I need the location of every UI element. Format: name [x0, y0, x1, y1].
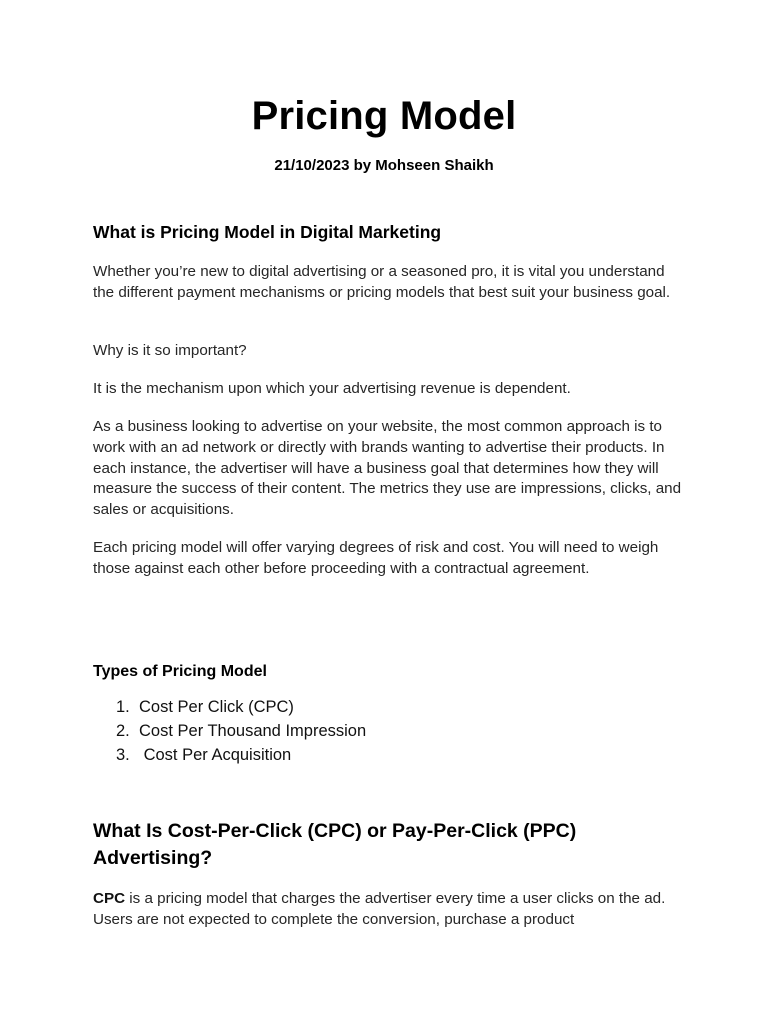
paragraph-business: As a business looking to advertise on your website, the most common approach is to work with an ad network or directly with brands wanting to advertise their products. In each instance, the advertiser will have a business goal that determines how they will measure the success of their content. The metrics they use are impressions, clicks, and sales or acquisitions.: [93, 418, 682, 519]
list-number: 1.: [116, 698, 130, 716]
list-item-text: Cost Per Acquisition: [139, 746, 292, 764]
byline: 21/10/2023 by Mohseen Shaikh: [274, 157, 494, 174]
section-heading-pricing-model: What is Pricing Model in Digital Marketing: [93, 222, 442, 242]
paragraph-mechanism: It is the mechanism upon which your advertising revenue is dependent.: [93, 380, 571, 397]
cpc-description: is a pricing model that charges the advertiser every time a user clicks on the ad. Users are not expected to complete the conversion, purchase a product: [93, 890, 666, 928]
page-title: Pricing Model: [251, 94, 517, 138]
list-item: [116, 695, 366, 719]
list-number: 2.: [116, 722, 130, 740]
pricing-model-list: [116, 695, 366, 767]
paragraph-cpc: [93, 889, 683, 931]
paragraph-question: Why is it so important?: [93, 342, 247, 359]
list-item-text: Cost Per Click (CPC): [139, 698, 294, 716]
section-heading-types: Types of Pricing Model: [93, 663, 267, 680]
list-item: [116, 719, 366, 743]
list-item: [116, 743, 366, 767]
cpc-term: CPC: [93, 890, 126, 907]
section-heading-cpc: What Is Cost-Per-Click (CPC) or Pay-Per-Click (PPC) Advertising?: [93, 820, 577, 869]
paragraph-intro: Whether you’re new to digital advertising or a seasoned pro, it is vital you understand the different payment mechanisms or pricing models that best suit your business goal.: [93, 263, 671, 301]
paragraph-risk: Each pricing model will offer varying degrees of risk and cost. You will need to weigh those against each other before proceeding with a contractual agreement.: [93, 539, 659, 577]
list-number: 3.: [116, 746, 130, 764]
list-item-text: Cost Per Thousand Impression: [139, 722, 367, 740]
